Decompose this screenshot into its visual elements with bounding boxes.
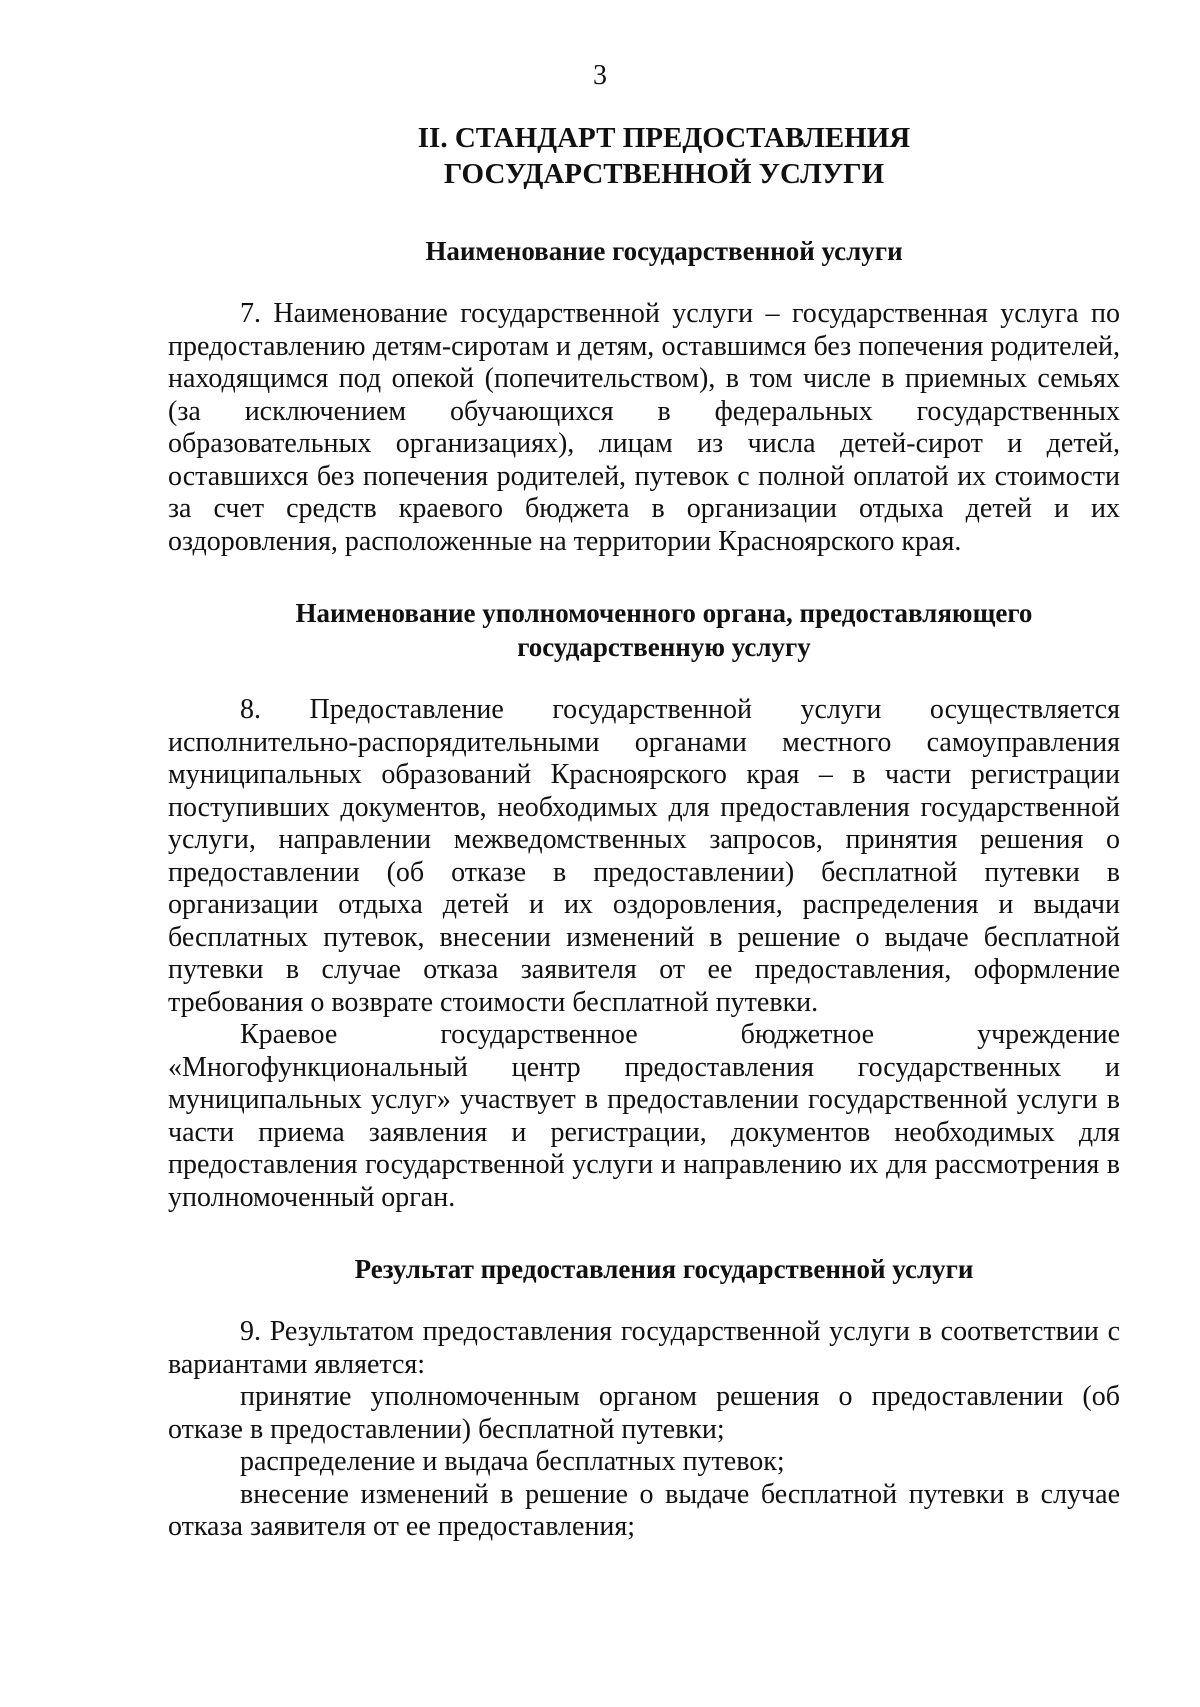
paragraph-7: 7. Наименование государственной услуги – государственная услуга по предоставлению детям-сиротам и детям, оставшимся без попечения родителей, находящимся под опекой (попечительством), в том числе в приемных семьях (за исключением обучающихся в федеральных государственных образовательных организациях), лицам из числа детей-сирот и детей, оставшихся без попечения родителей, путевок с полной оплатой их стоимости за счет средств краевого бюджета в организации отдыха детей и их оздоровления, расположенные на территории Красноярского края. [168,298,1120,557]
page-number: 3 [593,60,607,91]
paragraph-9: 9. Результатом предоставления государственной услуги в соответствии с вариантами является: [168,1316,1120,1380]
document-body [168,120,1120,1544]
heading-result-text: Результат предоставления государственной услуги [354,1254,974,1284]
paragraph-9-item-distribution: распределение и выдача бесплатных путевок; [240,1446,785,1477]
heading-authority-line-2: государственную услугу [517,632,811,662]
heading-result [168,1252,1120,1286]
section-title [168,120,1120,192]
heading-service-name-text: Наименование государственной услуги [425,236,903,266]
paragraph-9-item-changes: внесение изменений в решение о выдаче бесплатной путевки в случае отказа заявителя от ее предоставления; [168,1478,1120,1542]
section-title-line-1: II. СТАНДАРТ ПРЕДОСТАВЛЕНИЯ [417,122,911,154]
heading-service-name [168,234,1120,268]
paragraph-9-item-decision: принятие уполномоченным органом решения о предоставлении (об отказе в предоставлении) бесплатной путевки; [168,1381,1120,1445]
heading-authority-line-1: Наименование уполномоченного органа, предоставляющего [295,598,1033,628]
paragraph-8-mfc: Краевое государственное бюджетное учреждение «Многофункциональный центр предоставления государственных и муниципальных услуг» участвует в предоставлении государственной услуги в части приема заявления и регистрации, документов необходимых для предоставления государственной услуги и направлению их для рассмотрения в уполномоченный орган. [168,1019,1120,1213]
section-title-line-2: ГОСУДАРСТВЕННОЙ УСЛУГИ [443,158,885,190]
paragraph-8: 8. Предоставление государственной услуги осуществляется исполнительно-распорядительными органами местного самоуправления муниципальных образований Красноярского края – в части регистрации поступивших документов, необходимых для предоставления государственной услуги, направлении межведомственных запросов, принятия решения о предоставлении (об отказе в предоставлении) бесплатной путевки в организации отдыха детей и их оздоровления, распределения и выдачи бесплатных путевок, внесении изменений в решение о выдаче бесплатной путевки в случае отказа заявителя от ее предоставления, оформление требования о возврате стоимости бесплатной путевки. [168,694,1120,1018]
heading-authority [168,596,1120,664]
